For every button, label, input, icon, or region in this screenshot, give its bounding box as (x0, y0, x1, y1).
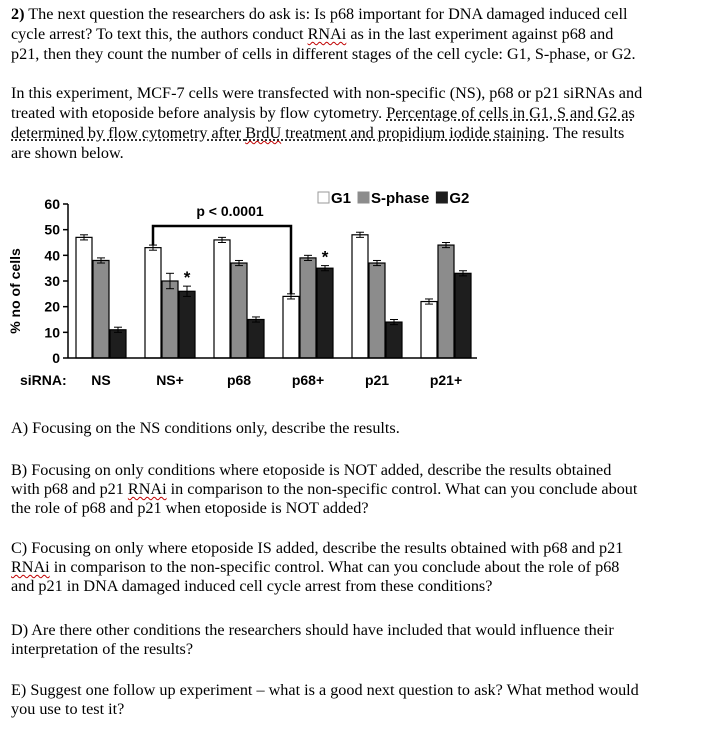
bar-p21-plus-g2 (455, 273, 471, 358)
legend-swatch-s-phase (358, 192, 369, 203)
significance-asterisk: * (183, 268, 191, 288)
x-axis-label: siRNA: (20, 372, 67, 388)
bar-p21-g1 (352, 235, 368, 358)
x-tick-label: p21+ (429, 372, 463, 388)
cell-cycle-bar-chart (0, 180, 500, 390)
bar-p68-plus-g2 (317, 268, 333, 358)
bar-ns-plus-g2 (179, 291, 195, 358)
y-tick-label: 50 (44, 221, 60, 238)
y-tick-label: 0 (52, 350, 60, 366)
bar-p68-s-phase (231, 263, 247, 358)
legend-swatch-g1 (318, 192, 329, 203)
legend-label-g1: G1 (331, 190, 352, 207)
y-tick-label: 30 (44, 273, 60, 289)
chart-bars (76, 232, 471, 358)
bar-ns-g1 (76, 237, 92, 358)
y-axis-label: % no of cells (7, 248, 23, 334)
legend-swatch-g2 (436, 192, 447, 203)
bar-ns-plus-g1 (145, 248, 161, 358)
question-b: B) Focusing on only conditions where etoposide is NOT added, describe the results obtained with p68 and p21 RNAi in comparison to the non-specific control. What can you conclude about the role of p68 and p21 when etoposide is NOT added? (11, 461, 638, 517)
rnai-term: RNAi (127, 480, 167, 498)
x-tick-label: p21 (364, 372, 390, 388)
intro-paragraph: 2) The next question the researchers do ask is: Is p68 important for DNA damaged induced cell cycle arrest? To text this, the authors conduct RNAi as in the last experiment against p68 and p21, then they count the number of cells in different stages of the cell cycle: G1, S-phase, or G2. (11, 5, 636, 63)
y-tick-label: 10 (44, 324, 60, 341)
brdu-term: BrdU (245, 124, 282, 142)
legend-label-g2: G2 (449, 190, 470, 207)
y-tick-label: 20 (44, 298, 60, 315)
bar-p68-plus-s-phase (300, 258, 316, 358)
bar-p68-plus-g1 (283, 296, 299, 358)
bar-ns-plus-s-phase (162, 281, 178, 358)
chart-x-labels (20, 372, 462, 388)
bar-p21-plus-s-phase (438, 245, 454, 358)
p-value-label: p < 0.0001 (196, 203, 264, 219)
x-tick-label: NS (91, 372, 111, 388)
bar-p21-s-phase (369, 263, 385, 358)
question-e: E) Suggest one follow up experiment – what is a good next question to ask? What method would you use to test it? (11, 681, 639, 718)
y-tick-label: 60 (44, 196, 60, 212)
bar-p21-g2 (386, 322, 402, 358)
question-d: D) Are there other conditions the researchers should have included that would influence their interpretation of the results? (11, 621, 614, 658)
x-tick-label: NS+ (156, 372, 184, 388)
significance-asterisk: * (321, 247, 329, 267)
methods-underlined-a: Percentage of cells in G1, S and G2 as (386, 104, 635, 122)
bar-ns-s-phase (93, 260, 109, 358)
x-tick-label: p68+ (291, 372, 325, 388)
bar-p21-plus-g1 (421, 302, 437, 358)
bar-p68-g2 (248, 320, 264, 359)
rnai-term: RNAi (307, 25, 347, 43)
bar-p68-g1 (214, 240, 230, 358)
question-number: 2) (11, 5, 25, 23)
question-a: A) Focusing on the NS conditions only, describe the results. (11, 419, 400, 437)
x-tick-label: p68 (226, 372, 252, 388)
y-tick-label: 40 (44, 247, 60, 264)
bar-ns-g2 (110, 330, 126, 358)
methods-underlined-b: determined by flow cytometry after BrdU treatment and propidium iodide staining (11, 124, 546, 142)
methods-paragraph: In this experiment, MCF-7 cells were transfected with non-specific (NS), p68 or p21 siRNAs and treated with etoposide before analysis by flow cytometry. Percentage of cells in G1, S and G2 as determined by flow cytometry after BrdU treatment and propidium iodide staining. The results are shown below. (11, 84, 643, 162)
rnai-term: RNAi (11, 558, 50, 576)
chart-legend (318, 190, 469, 207)
legend-label-s-phase: S-phase (371, 190, 430, 207)
question-c: C) Focusing on only where etoposide IS added, describe the results obtained with p68 and p21 RNAi in comparison to the non-specific control. What can you conclude about the role of p68 and p21 in DNA damaged induced cell cycle arrest from these conditions? (11, 539, 624, 595)
